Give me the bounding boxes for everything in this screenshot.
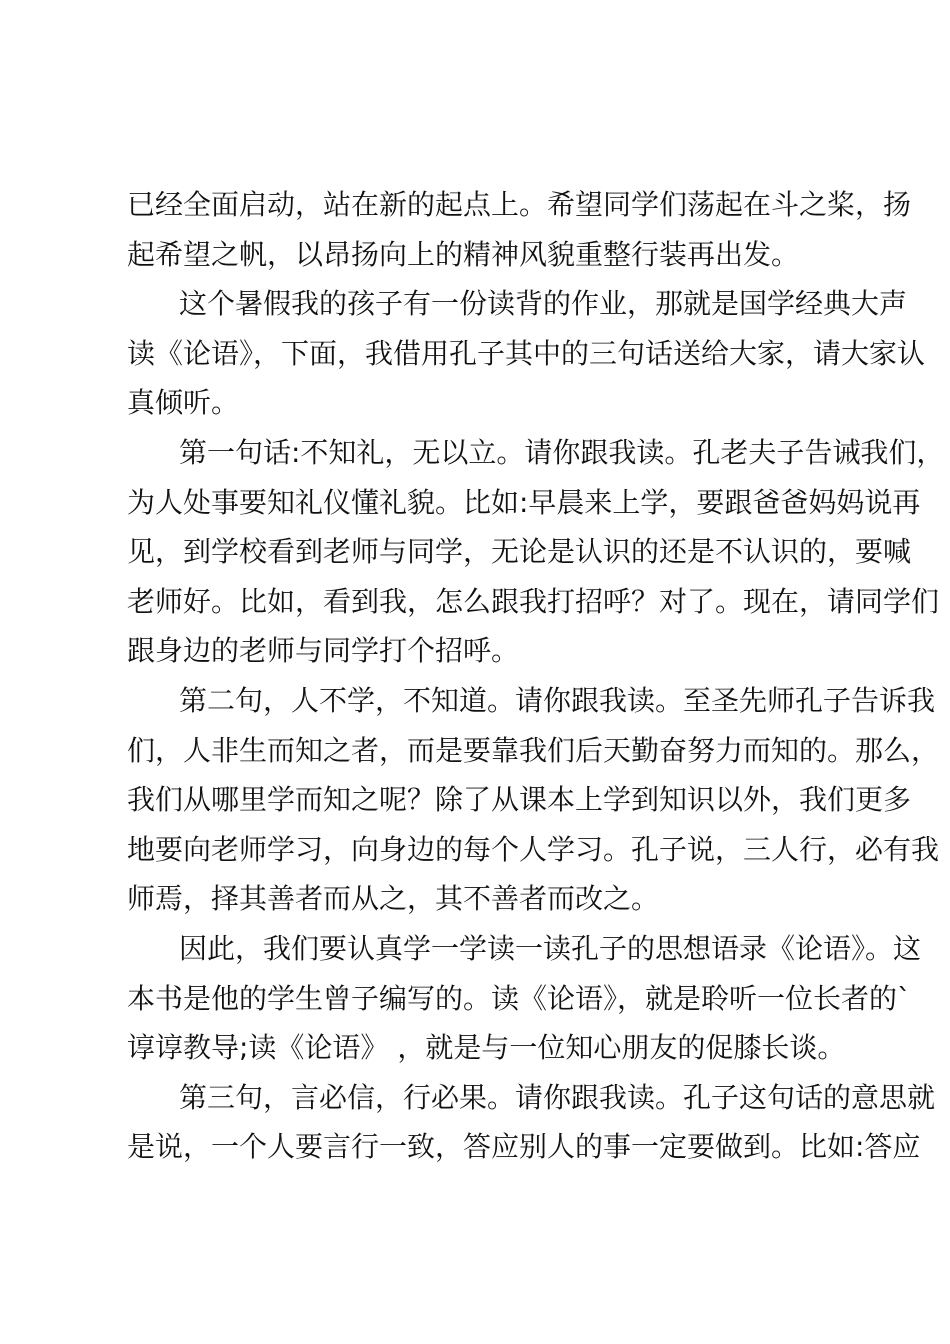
paragraph-start-line: 第一句话:不知礼，无以立。请你跟我读。孔老夫子告诫我们，: [179, 435, 945, 469]
text-line: 本书是他的学生曾子编写的。读《论语》，就是聆听一位长者的`: [127, 981, 912, 1015]
paragraph-start-line: 第三句，言必信，行必果。请你跟我读。孔子这句话的意思就: [179, 1080, 936, 1114]
text-line: 我们从哪里学而知之呢？除了从课本上学到知识以外，我们更多: [127, 783, 912, 817]
text-line: 是说，一个人要言行一致，答应别人的事一定要做到。比如:答应: [127, 1130, 921, 1164]
text-line: 师焉，择其善者而从之，其不善者而改之。: [127, 882, 660, 916]
paragraph-start-line: 这个暑假我的孩子有一份读背的作业，那就是国学经典大声: [179, 287, 908, 321]
text-line: 老师好。比如，看到我，怎么跟我打招呼？对了。现在，请同学们: [127, 584, 940, 618]
text-line: 读《论语》，下面，我借用孔子其中的三句话送给大家，请大家认: [127, 336, 926, 370]
text-line: 已经全面启动，站在新的起点上。希望同学们荡起在斗之桨，扬: [127, 188, 912, 221]
body-text: [127, 180, 945, 1172]
text-line: 跟身边的老师与同学打个招呼。: [127, 634, 520, 668]
text-line: 起希望之帆，以昂扬向上的精神风貌重整行装再出发。: [127, 237, 800, 271]
text-line: 为人处事要知礼仪懂礼貌。比如:早晨来上学，要跟爸爸妈妈说再: [127, 485, 921, 519]
text-line: 谆谆教导;读《论语》 ，就是与一位知心朋友的促膝长谈。: [127, 1031, 846, 1065]
text-line: 们，人非生而知之者，而是要靠我们后天勤奋努力而知的。那么，: [127, 733, 940, 767]
paragraph-start-line: 第二句，人不学，不知道。请你跟我读。至圣先师孔子告诉我: [179, 683, 936, 717]
paragraph-start-line: 因此，我们要认真学一学读一读孔子的思想语录《论语》。这: [179, 931, 922, 965]
text-line: 真倾听。: [127, 386, 240, 420]
text-line: 地要向老师学习，向身边的每个人学习。孔子说，三人行，必有我: [127, 832, 940, 866]
text-line: 见，到学校看到老师与同学，无论是认识的还是不认识的，要喊: [127, 535, 912, 569]
